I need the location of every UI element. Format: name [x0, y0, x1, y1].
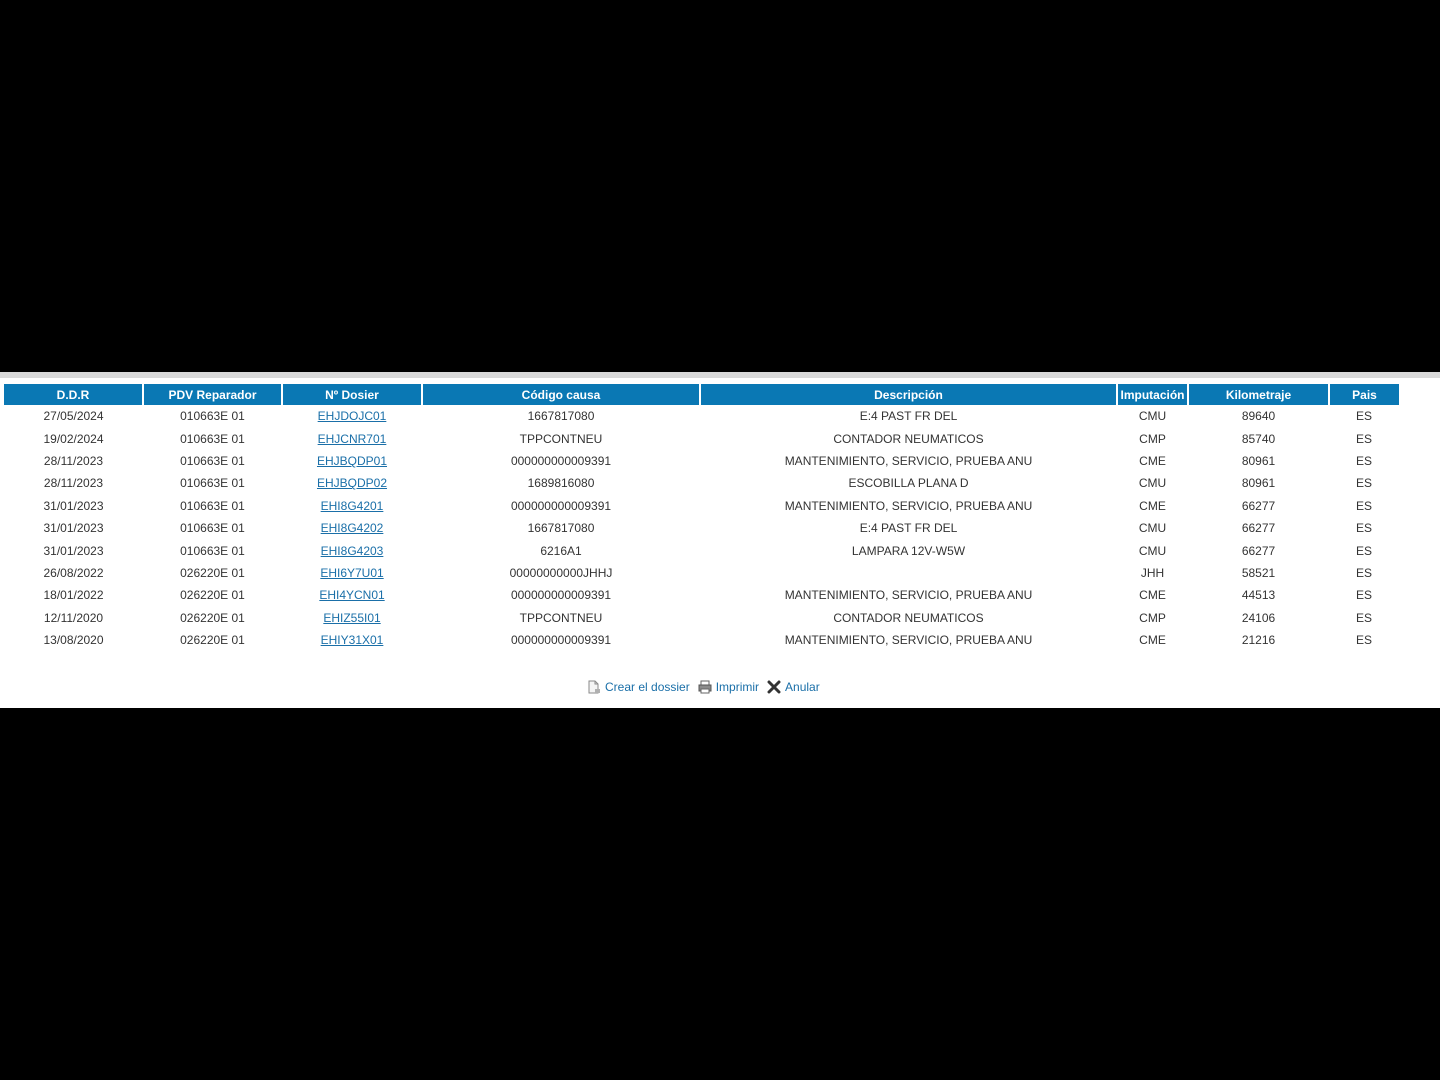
dossier-link[interactable]: EHI6Y7U01	[320, 565, 384, 580]
dossier-link[interactable]: EHI8G4203	[320, 543, 384, 558]
cell-imputacion: JHH	[1140, 565, 1165, 580]
cell-codigo-causa: 00000000000JHHJ	[509, 565, 613, 580]
cell-descripcion: CONTADOR NEUMATICOS	[833, 431, 984, 446]
cell-descripcion: MANTENIMIENTO, SERVICIO, PRUEBA ANU	[784, 498, 1033, 513]
cell-codigo-causa: 000000000009391	[510, 588, 612, 603]
create-dossier-label: Crear el dossier	[605, 680, 690, 694]
cell-descripcion	[700, 562, 1117, 584]
cell-pais: ES	[1355, 633, 1372, 648]
cell-dosier	[282, 427, 422, 449]
table-row[interactable]	[4, 472, 1399, 494]
dossier-link[interactable]: EHJDOJC01	[317, 409, 387, 424]
cell-dosier	[282, 562, 422, 584]
cell-imputacion: CMP	[1139, 610, 1166, 625]
table-row[interactable]	[4, 517, 1399, 539]
cell-pdv-reparador: 026220E 01	[180, 565, 245, 580]
dossier-link[interactable]: EHI4YCN01	[319, 588, 385, 603]
cell-pais: ES	[1355, 610, 1372, 625]
cell-pais: ES	[1355, 521, 1372, 536]
cell-pdv-reparador: 010663E 01	[180, 409, 245, 424]
cell-dosier	[282, 607, 422, 629]
cell-descripcion: LAMPARA 12V-W5W	[851, 543, 966, 558]
new-document-icon	[587, 680, 601, 694]
table-row[interactable]	[4, 427, 1399, 449]
cell-codigo-causa: 6216A1	[540, 543, 582, 558]
cell-pais: ES	[1355, 543, 1372, 558]
print-button[interactable]	[698, 680, 759, 694]
table-row[interactable]	[4, 539, 1399, 561]
cell-imputacion: CME	[1139, 588, 1166, 603]
cell-descripcion: ESCOBILLA PLANA D	[848, 476, 969, 491]
cell-pais: ES	[1355, 431, 1372, 446]
dossier-link[interactable]: EHJCNR701	[317, 431, 387, 446]
panel-top-border	[0, 372, 1440, 378]
table-row[interactable]	[4, 607, 1399, 629]
cell-dosier	[282, 405, 422, 427]
cell-ddr: 31/01/2023	[43, 498, 104, 513]
cell-pdv-reparador: 026220E 01	[180, 588, 245, 603]
cell-dosier	[282, 472, 422, 494]
cancel-label: Anular	[785, 680, 820, 694]
column-header-descripcion[interactable]: Descripción	[700, 384, 1117, 405]
cell-pais: ES	[1355, 409, 1372, 424]
print-label: Imprimir	[715, 680, 760, 694]
dossier-link[interactable]: EHJBQDP01	[316, 453, 388, 468]
cell-kilometraje: 80961	[1241, 476, 1276, 491]
cell-pdv-reparador: 010663E 01	[180, 431, 245, 446]
cell-descripcion: E:4 PAST FR DEL	[859, 409, 958, 424]
cell-imputacion: CMU	[1138, 409, 1167, 424]
cell-pdv-reparador: 010663E 01	[180, 543, 245, 558]
cancel-button[interactable]	[767, 680, 820, 694]
cell-imputacion: CMU	[1138, 521, 1167, 536]
cell-pais: ES	[1355, 588, 1372, 603]
cell-dosier	[282, 450, 422, 472]
cell-codigo-causa: 000000000009391	[510, 498, 612, 513]
cell-dosier	[282, 629, 422, 651]
cell-imputacion: CMU	[1138, 476, 1167, 491]
cell-kilometraje: 66277	[1241, 521, 1276, 536]
dossier-link[interactable]: EHIZ55I01	[323, 610, 381, 625]
cell-pdv-reparador: 026220E 01	[180, 610, 245, 625]
cell-imputacion: CMU	[1138, 543, 1167, 558]
close-x-icon	[767, 680, 781, 694]
cell-codigo-causa: 000000000009391	[510, 633, 612, 648]
cell-kilometraje: 66277	[1241, 498, 1276, 513]
cell-pais: ES	[1355, 498, 1372, 513]
cell-pdv-reparador: 010663E 01	[180, 521, 245, 536]
cell-ddr: 31/01/2023	[43, 521, 104, 536]
table-row[interactable]	[4, 495, 1399, 517]
cell-imputacion: CME	[1139, 453, 1166, 468]
cell-pdv-reparador: 010663E 01	[180, 453, 245, 468]
cell-dosier	[282, 539, 422, 561]
dossier-link[interactable]: EHIY31X01	[320, 633, 384, 648]
table-row[interactable]	[4, 450, 1399, 472]
dossier-link[interactable]: EHJBQDP02	[316, 476, 388, 491]
cell-codigo-causa: 1667817080	[527, 521, 595, 536]
cell-ddr: 26/08/2022	[43, 565, 104, 580]
cell-dosier	[282, 495, 422, 517]
cell-kilometraje: 21216	[1241, 633, 1276, 648]
table-row[interactable]	[4, 562, 1399, 584]
cell-pdv-reparador: 010663E 01	[180, 498, 245, 513]
cell-pais: ES	[1355, 565, 1372, 580]
column-header-pdv-reparador[interactable]: PDV Reparador	[143, 384, 282, 405]
cell-kilometraje: 44513	[1241, 588, 1276, 603]
cell-codigo-causa: 1689816080	[527, 476, 595, 491]
column-header-pais[interactable]: Pais	[1329, 384, 1399, 405]
cell-codigo-causa: TPPCONTNEU	[519, 610, 603, 625]
cell-pais: ES	[1355, 476, 1372, 491]
column-header-dosier[interactable]: Nº Dosier	[282, 384, 422, 405]
table-row[interactable]	[4, 584, 1399, 606]
cell-descripcion: CONTADOR NEUMATICOS	[833, 610, 984, 625]
cell-descripcion: MANTENIMIENTO, SERVICIO, PRUEBA ANU	[784, 588, 1033, 603]
table-row[interactable]	[4, 629, 1399, 651]
column-header-ddr[interactable]: D.D.R	[4, 384, 143, 405]
action-bar	[0, 677, 1440, 697]
cell-ddr: 28/11/2023	[43, 453, 104, 468]
dossier-link[interactable]: EHI8G4202	[320, 521, 384, 536]
create-dossier-button[interactable]	[587, 680, 690, 694]
cell-kilometraje: 89640	[1241, 409, 1276, 424]
cell-descripcion: MANTENIMIENTO, SERVICIO, PRUEBA ANU	[784, 633, 1033, 648]
table-row[interactable]	[4, 405, 1399, 427]
cell-dosier	[282, 517, 422, 539]
dossier-link[interactable]: EHI8G4201	[320, 498, 384, 513]
cell-ddr: 31/01/2023	[43, 543, 104, 558]
column-header-codigo-causa[interactable]: Código causa	[422, 384, 700, 405]
cell-pdv-reparador: 010663E 01	[180, 476, 245, 491]
cell-imputacion: CMP	[1139, 431, 1166, 446]
cell-imputacion: CME	[1139, 633, 1166, 648]
cell-descripcion: E:4 PAST FR DEL	[859, 521, 958, 536]
cell-ddr: 28/11/2023	[43, 476, 104, 491]
cell-imputacion: CME	[1139, 498, 1166, 513]
cell-codigo-causa: 1667817080	[527, 409, 595, 424]
table-body	[4, 405, 1399, 651]
cell-ddr: 18/01/2022	[43, 588, 104, 603]
dossier-panel	[0, 372, 1440, 708]
cell-ddr: 12/11/2020	[43, 610, 104, 625]
dossier-table	[4, 384, 1399, 651]
cell-kilometraje: 24106	[1241, 610, 1276, 625]
cell-ddr: 19/02/2024	[43, 431, 104, 446]
cell-ddr: 27/05/2024	[43, 409, 104, 424]
cell-ddr: 13/08/2020	[43, 633, 104, 648]
cell-kilometraje: 80961	[1241, 453, 1276, 468]
printer-icon	[698, 680, 712, 694]
cell-pdv-reparador: 026220E 01	[180, 633, 245, 648]
table-header-row	[4, 384, 1399, 405]
cell-codigo-causa: TPPCONTNEU	[519, 431, 603, 446]
cell-kilometraje: 85740	[1241, 431, 1276, 446]
cell-kilometraje: 66277	[1241, 543, 1276, 558]
column-header-kilometraje[interactable]: Kilometraje	[1188, 384, 1329, 405]
cell-kilometraje: 58521	[1241, 565, 1276, 580]
cell-pais: ES	[1355, 453, 1372, 468]
column-header-imputacion[interactable]: Imputación	[1117, 384, 1188, 405]
cell-codigo-causa: 000000000009391	[510, 453, 612, 468]
cell-dosier	[282, 584, 422, 606]
cell-descripcion: MANTENIMIENTO, SERVICIO, PRUEBA ANU	[784, 453, 1033, 468]
